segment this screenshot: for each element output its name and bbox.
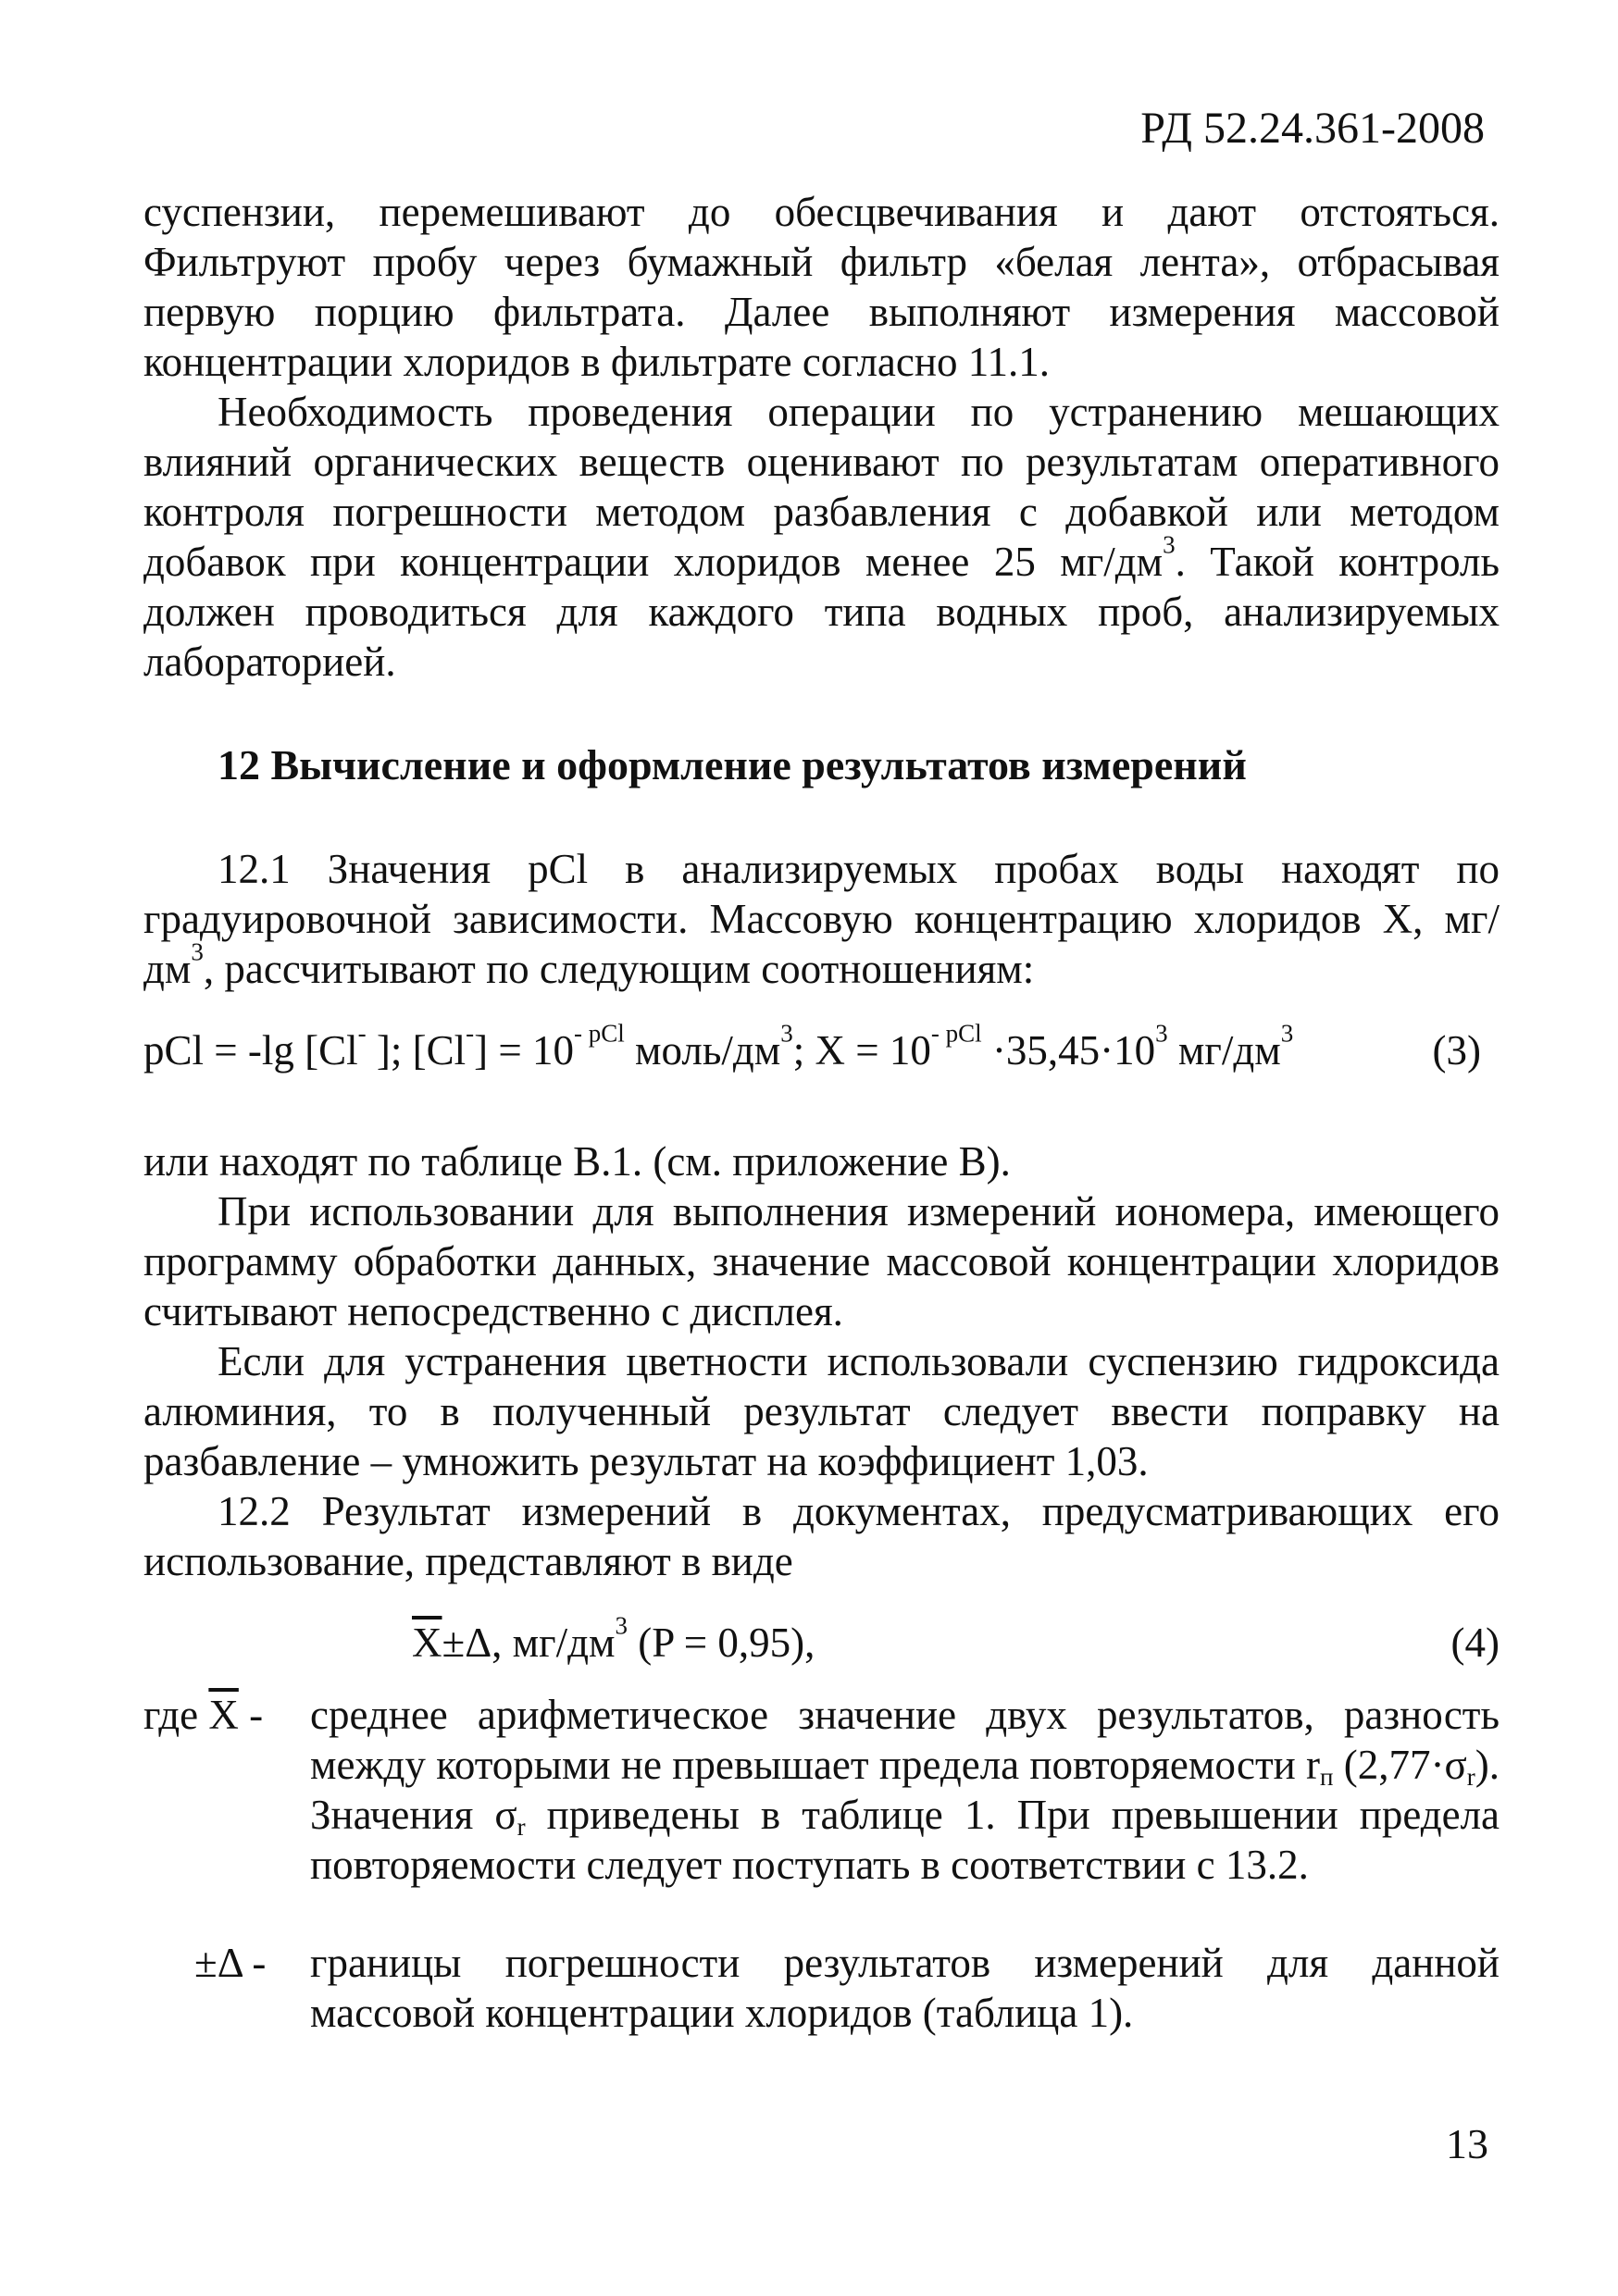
formula-sup: - (357, 1019, 367, 1048)
definition-text-part: границы погрешности результатов измерений для данной массовой концентрации хлоридов (таблица 1). (310, 1940, 1500, 2036)
paragraph-text: Если для устранения цветности использовали суспензию гидроксида алюминия, то в полученный результат следует ввести поправку на разбавление – умножить результат на коэффициент 1,03. (143, 1338, 1500, 1484)
paragraph-text: Необходимость проведения операции по устранению мешающих влияний органических веществ оценивают по результатам оперативного контроля погрешности методом разбавления с добавкой или методом добавок при концентрации хлоридов менее 25 мг/дм (143, 389, 1500, 585)
document-code: РД 52.24.361-2008 (1140, 104, 1485, 153)
formula-sup: 3 (615, 1611, 628, 1640)
equation-number: (3) (1432, 1027, 1481, 1074)
formula-text: ±Δ, мг/дм (442, 1620, 616, 1666)
definition-text-part: ). Значения σ (310, 1742, 1500, 1838)
paragraph-text: 12.2 Результат измерений в документах, предусматривающих его использование, представляют в виде (143, 1488, 1500, 1584)
page-number: 13 (1446, 2120, 1488, 2167)
dash: - (249, 1692, 264, 1738)
dash: - (252, 1940, 267, 1986)
superscript: 3 (1163, 530, 1176, 559)
definition-text (310, 1938, 1500, 2038)
paragraph-ionomer (143, 1186, 1500, 1336)
paragraph-interference (143, 387, 1500, 687)
x-bar: $\overline{X}$ (208, 1692, 239, 1738)
formula-sup: - (466, 1019, 475, 1048)
formula-sup: 3 (1155, 1019, 1168, 1048)
definition-text (310, 1690, 1500, 1890)
formula-sup: 3 (1280, 1019, 1294, 1048)
delta-symbol: ±Δ (194, 1940, 243, 1986)
paragraph-12-2 (143, 1486, 1500, 1586)
formula-text: ; X = 10 (792, 1027, 931, 1074)
subscript: r (1466, 1762, 1475, 1791)
formula-text: моль/дм (624, 1027, 781, 1074)
formula-sup: - pCl (930, 1019, 982, 1048)
definition-text-part: (2,77·σ (1333, 1742, 1467, 1788)
formula-text: pCl = -lg [Cl (143, 1027, 358, 1074)
paragraph-color (143, 1336, 1500, 1486)
definition-term (143, 1690, 263, 1740)
where-label: где (143, 1692, 199, 1738)
formula-text: (P = 0,95), (627, 1620, 815, 1666)
paragraph-text: При использовании для выполнения измерений иономера, имеющего программу обработки данных, значение массовой концентрации хлоридов считывают непосредственно с дисплея. (143, 1188, 1500, 1334)
definition-text-part: приведены в таблице 1. При превышении предела повторяемости следует поступать в соответствии с 13.2. (310, 1792, 1500, 1888)
formula-3 (143, 1019, 1500, 1075)
formula-4 (412, 1611, 815, 1668)
paragraph-text: суспензии, перемешивают до обесцвечивания и дают отстояться. Фильтруют пробу через бумажный фильтр «белая лента», отбрасывая первую порцию фильтрата. Далее выполняют измерения массовой концентрации хлоридов в фильтрате согласно 11.1. (143, 189, 1500, 385)
formula-text: мг/дм (1167, 1027, 1281, 1074)
paragraph-text: или находят по таблице В.1. (см. приложение В). (143, 1138, 1011, 1185)
definition-text-part: среднее арифметическое значение двух результатов, разность между которыми не превышает предела повторяемости r (310, 1692, 1500, 1788)
formula-text: ] = 10 (474, 1027, 575, 1074)
paragraph-text: , рассчитывают по следующим соотношениям: (203, 946, 1035, 992)
paragraph-text: 12.1 Значения pCl в анализируемых пробах воды находят по градуировочной зависимости. Массовую концентрацию хлоридов X, мг/дм (143, 846, 1500, 992)
formula-text: ]; [Cl (366, 1027, 467, 1074)
formula-sup: - pCl (574, 1019, 625, 1048)
paragraph-continuation (143, 187, 1500, 387)
paragraph-text: . Такой контроль должен проводиться для каждого типа водных проб, анализируемых лабораторией. (143, 539, 1500, 685)
subscript: r (517, 1812, 526, 1841)
section-heading: 12 Вычисление и оформление результатов измерений (218, 741, 1247, 788)
subscript: п (1320, 1762, 1334, 1791)
x-bar: $\overline{X}$ (412, 1620, 442, 1666)
formula-sup: 3 (780, 1019, 793, 1048)
paragraph-table-ref (143, 1136, 1500, 1186)
superscript: 3 (191, 937, 204, 966)
formula-text: ·35,45·10 (981, 1027, 1156, 1074)
equation-number: (4) (1450, 1620, 1500, 1666)
definition-term (194, 1938, 266, 1988)
paragraph-12-1 (143, 844, 1500, 994)
